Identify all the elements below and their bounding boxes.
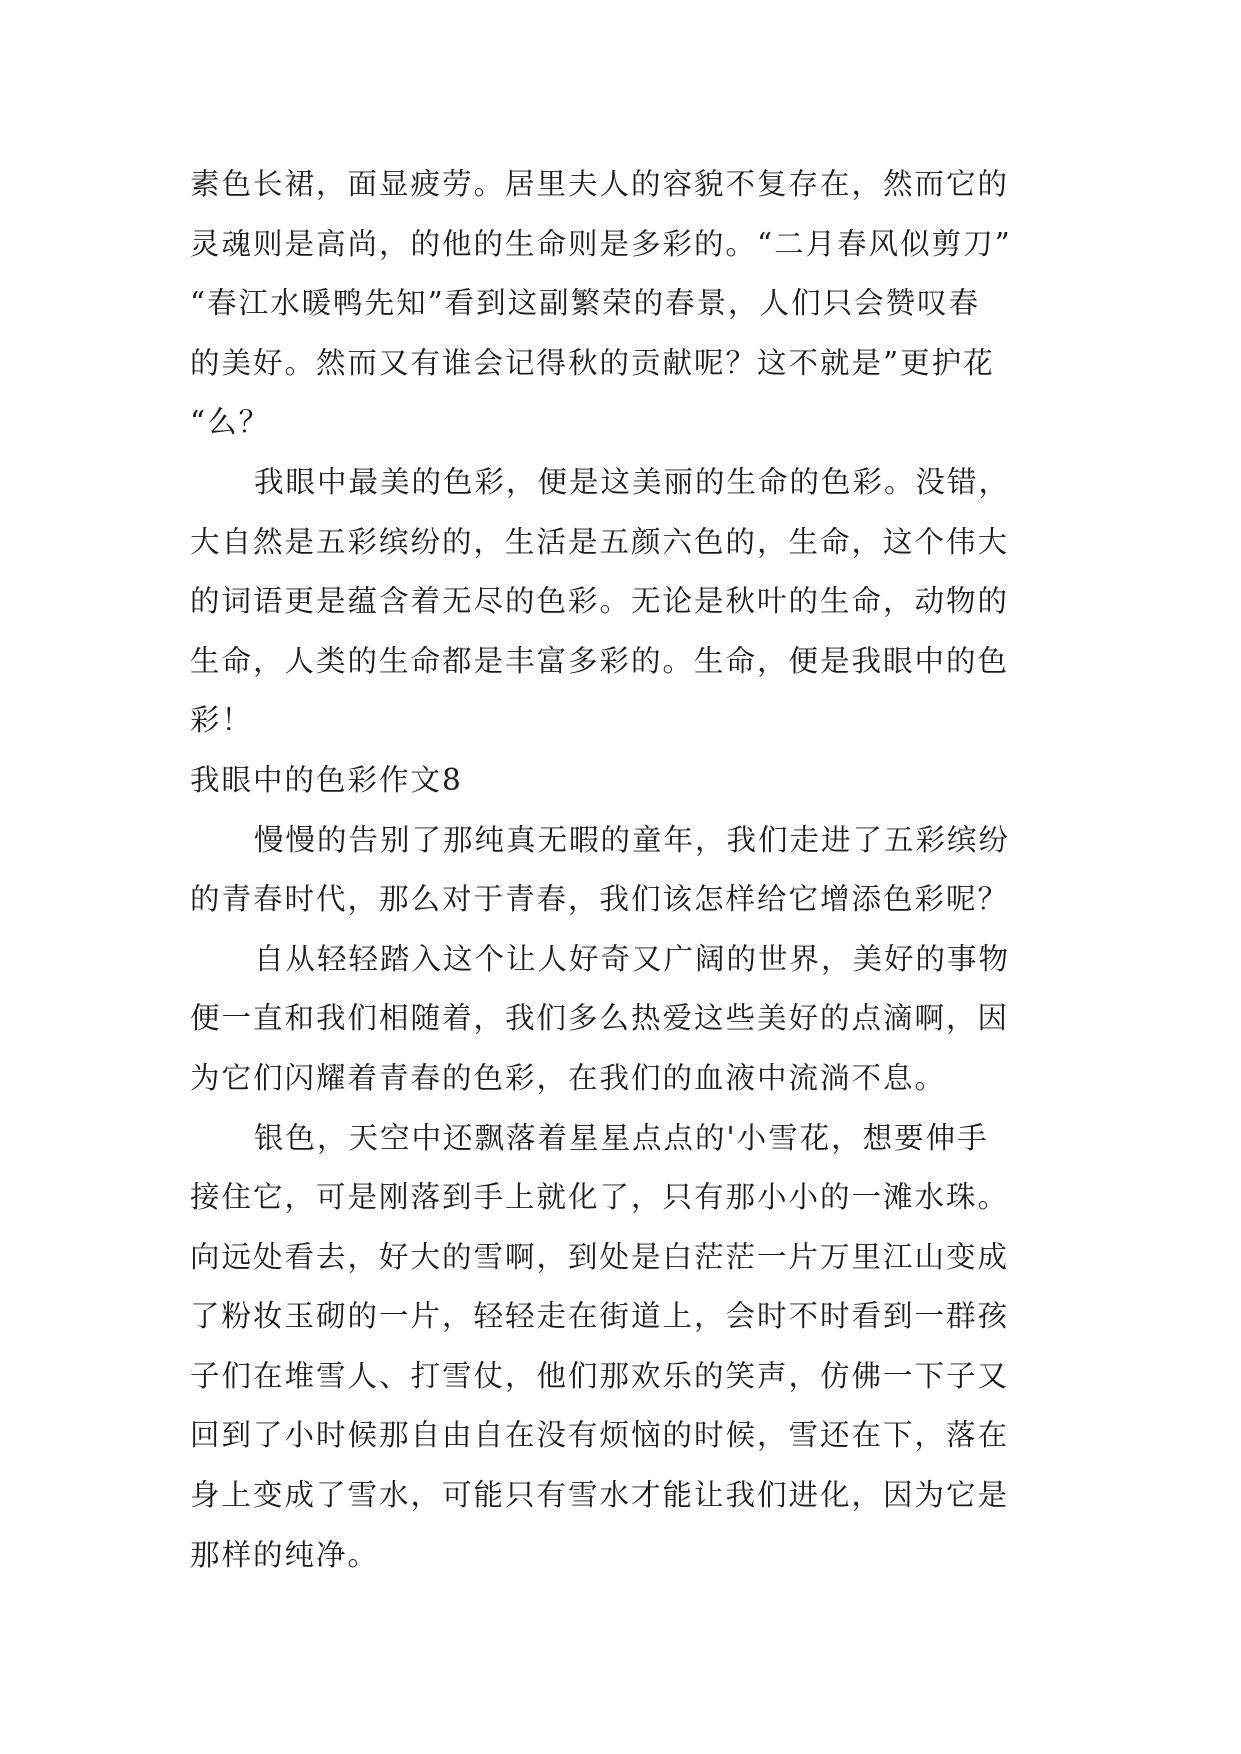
- paragraph-first-line: 自从轻轻踏入这个让人好奇又广阔的世界，美好的事物: [254, 941, 1011, 976]
- text-line: 灵魂则是高尚，的他的生命则是多彩的。“二月春风似剪刀”: [190, 226, 1012, 261]
- text-line: 便一直和我们相随着，我们多么热爱这些美好的点滴啊，因: [190, 1001, 1010, 1036]
- text-line: 向远处看去，好大的雪啊，到处是白茫茫一片万里江山变成: [190, 1239, 1010, 1274]
- text-line: 回到了小时候那自由自在没有烦恼的时候，雪还在下，落在: [190, 1418, 1010, 1453]
- text-line: 大自然是五彩缤纷的，生活是五颜六色的，生命，这个伟大: [190, 524, 1010, 559]
- text-line: 了粉妆玉砌的一片，轻轻走在街道上，会时不时看到一群孩: [190, 1299, 1010, 1334]
- paragraph-first-line: 我眼中最美的色彩，便是这美丽的生命的色彩。没错，: [254, 464, 1011, 499]
- paragraph-first-line: 银色，天空中还飘落着星星点点的'小雪花，想要伸手: [254, 1120, 989, 1155]
- text-line: “么？: [190, 405, 271, 440]
- text-line: 那样的纯净。: [190, 1537, 380, 1572]
- text-line: 的词语更是蕴含着无尽的色彩。无论是秋叶的生命，动物的: [190, 584, 1010, 619]
- section-heading: 我眼中的色彩作文8: [190, 762, 463, 797]
- text-line: 接住它，可是刚落到手上就化了，只有那小小的一滩水珠。: [190, 1180, 1010, 1215]
- paragraph-first-line: 慢慢的告别了那纯真无暇的童年，我们走进了五彩缤纷: [254, 822, 1011, 857]
- text-line: 彩！: [190, 703, 254, 738]
- text-line: 的青春时代，那么对于青春，我们该怎样给它增添色彩呢？: [190, 882, 1010, 917]
- document-body: [190, 155, 1070, 1585]
- text-line: 为它们闪耀着青春的色彩，在我们的血液中流淌不息。: [190, 1060, 947, 1095]
- text-line: 子们在堆雪人、打雪仗，他们那欢乐的笑声，仿佛一下子又: [190, 1358, 1010, 1393]
- text-line: 身上变成了雪水，可能只有雪水才能让我们进化，因为它是: [190, 1478, 1010, 1513]
- text-line: 素色长裙，面显疲劳。居里夫人的容貌不复存在，然而它的: [190, 167, 1010, 201]
- text-line: 的美好。然而又有谁会记得秋的贡献呢？这不就是”更护花: [190, 345, 995, 380]
- text-line: 生命，人类的生命都是丰富多彩的。生命，便是我眼中的色: [190, 643, 1010, 678]
- text-line: “春江水暖鸭先知”看到这副繁荣的春景，人们只会赞叹春: [190, 286, 981, 321]
